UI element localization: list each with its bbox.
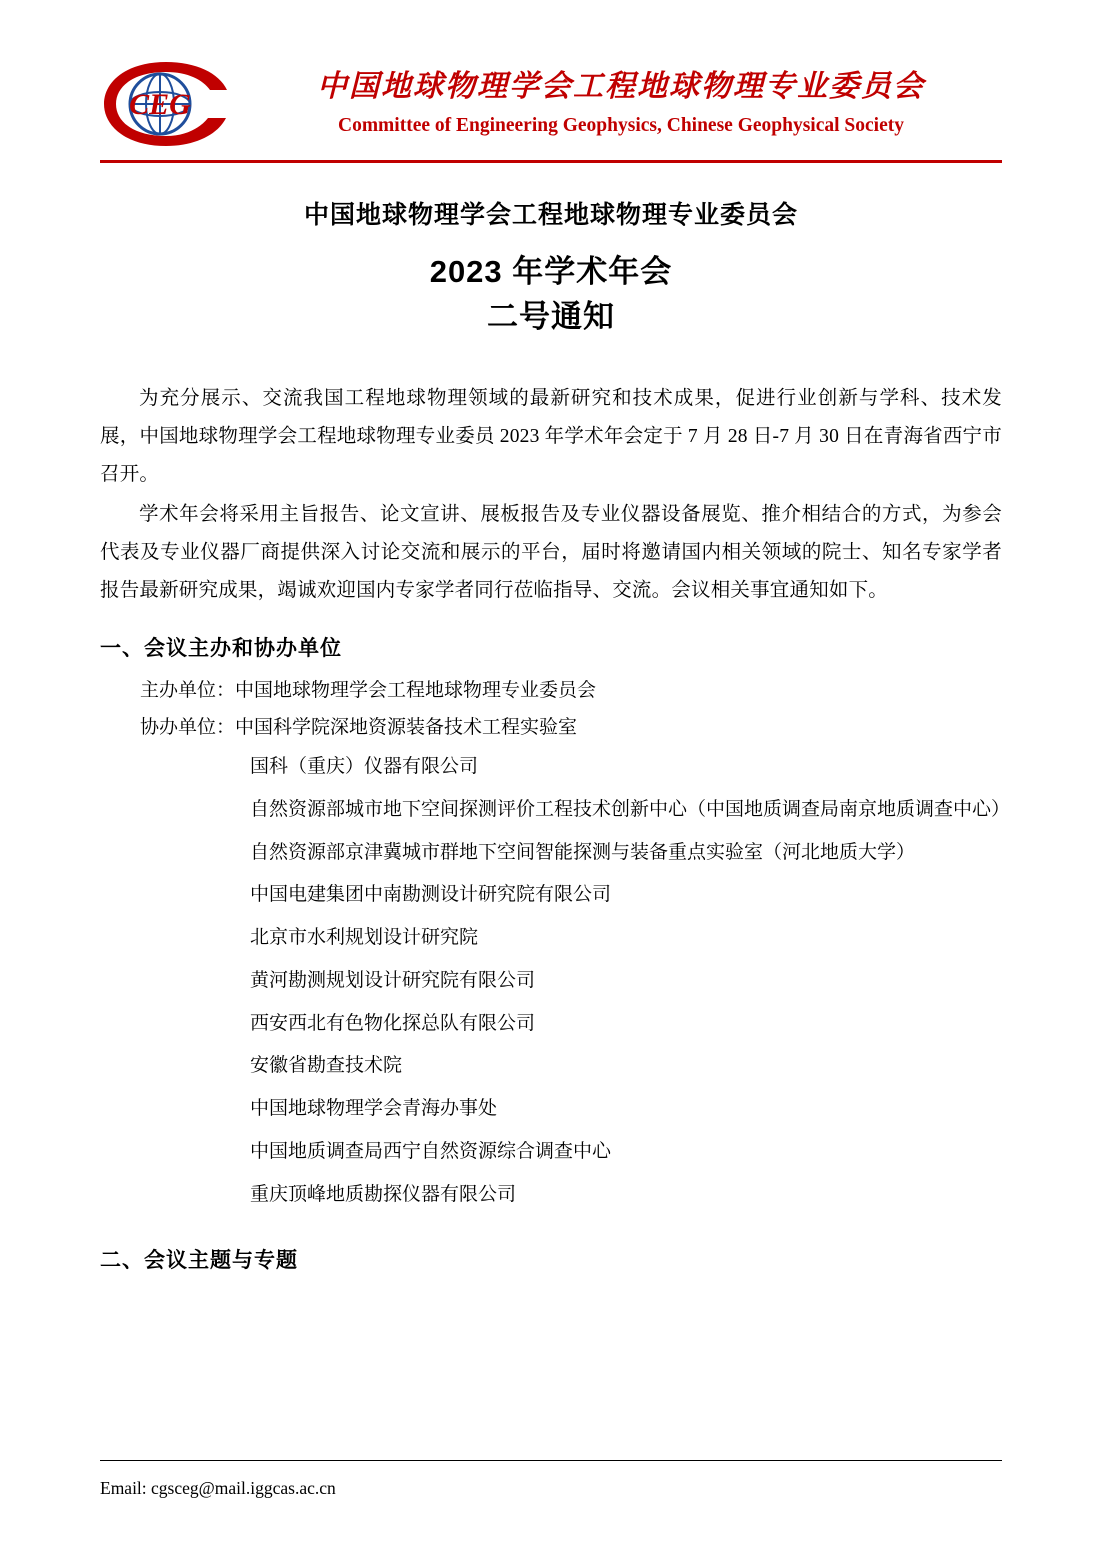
list-item: 北京市水利规划设计研究院: [250, 927, 479, 949]
ceg-logo-icon: [100, 58, 232, 150]
document-title-block: [100, 197, 1002, 340]
footer-divider: [100, 1460, 1002, 1461]
list-item: 自然资源部京津冀城市群地下空间智能探测与装备重点实验室（河北地质大学）: [250, 841, 916, 863]
section-heading-1: 一、会议主办和协办单位: [100, 637, 342, 661]
list-item: 重庆顶峰地质勘探仪器有限公司: [250, 1183, 517, 1205]
coorganizer-list: [100, 746, 1011, 1216]
list-item: 中国电建集团中南勘测设计研究院有限公司: [250, 884, 612, 906]
list-item: 国科（重庆）仪器有限公司: [250, 756, 479, 778]
letterhead-org-cn: 中国地球物理学会工程地球物理专业委员会: [317, 69, 925, 103]
svg-text:CEG: CEG: [129, 88, 191, 121]
title-subtitle: 二号通知: [487, 299, 615, 334]
letterhead-text: [250, 68, 1002, 141]
letterhead: [100, 0, 1002, 150]
list-item: 西安西北有色物化探总队有限公司: [250, 1012, 536, 1034]
paragraph-2: 学术年会将采用主旨报告、论文宣讲、展板报告及专业仪器设备展览、推介相结合的方式，为参会代表及专业仪器厂商提供深入讨论交流和展示的平台，届时将邀请国内相关领域的院士、知名专家学者报告最新研究成果，竭诚欢迎国内专家学者同行莅临指导、交流。会议相关事宜通知如下。: [100, 503, 1002, 602]
list-item: 中国地质调查局西宁自然资源综合调查中心: [250, 1140, 612, 1162]
title-organization: 中国地球物理学会工程地球物理专业委员会: [303, 201, 798, 229]
coorganizer-line: 协办单位：中国科学院深地资源装备技术工程实验室: [140, 717, 578, 739]
letterhead-org-en: Committee of Engineering Geophysics, Chinese Geophysical Society: [337, 115, 904, 137]
list-item: 安徽省勘查技术院: [250, 1055, 403, 1077]
list-item: 自然资源部城市地下空间探测评价工程技术创新中心（中国地质调查局南京地质调查中心）: [250, 798, 1011, 820]
section-heading-2: 二、会议主题与专题: [100, 1249, 298, 1273]
letterhead-divider: [100, 160, 1002, 163]
page-title: 2023 年学术年会: [429, 253, 673, 289]
list-item: 中国地球物理学会青海办事处: [250, 1098, 498, 1120]
host-organizer-line: 主办单位：中国地球物理学会工程地球物理专业委员会: [140, 680, 597, 702]
document-body: [100, 380, 1011, 1274]
list-item: 黄河勘测规划设计研究院有限公司: [250, 969, 536, 991]
footer-email: Email: cgsceg@mail.iggcas.ac.cn: [100, 1477, 336, 1498]
page-footer: [100, 1460, 1002, 1501]
paragraph-1: 为充分展示、交流我国工程地球物理领域的最新研究和技术成果，促进行业创新与学科、技术发展，中国地球物理学会工程地球物理专业委员 2023 年学术年会定于 7 月 28 日-7 月 30 日在青海省西宁市召开。: [100, 387, 1002, 485]
